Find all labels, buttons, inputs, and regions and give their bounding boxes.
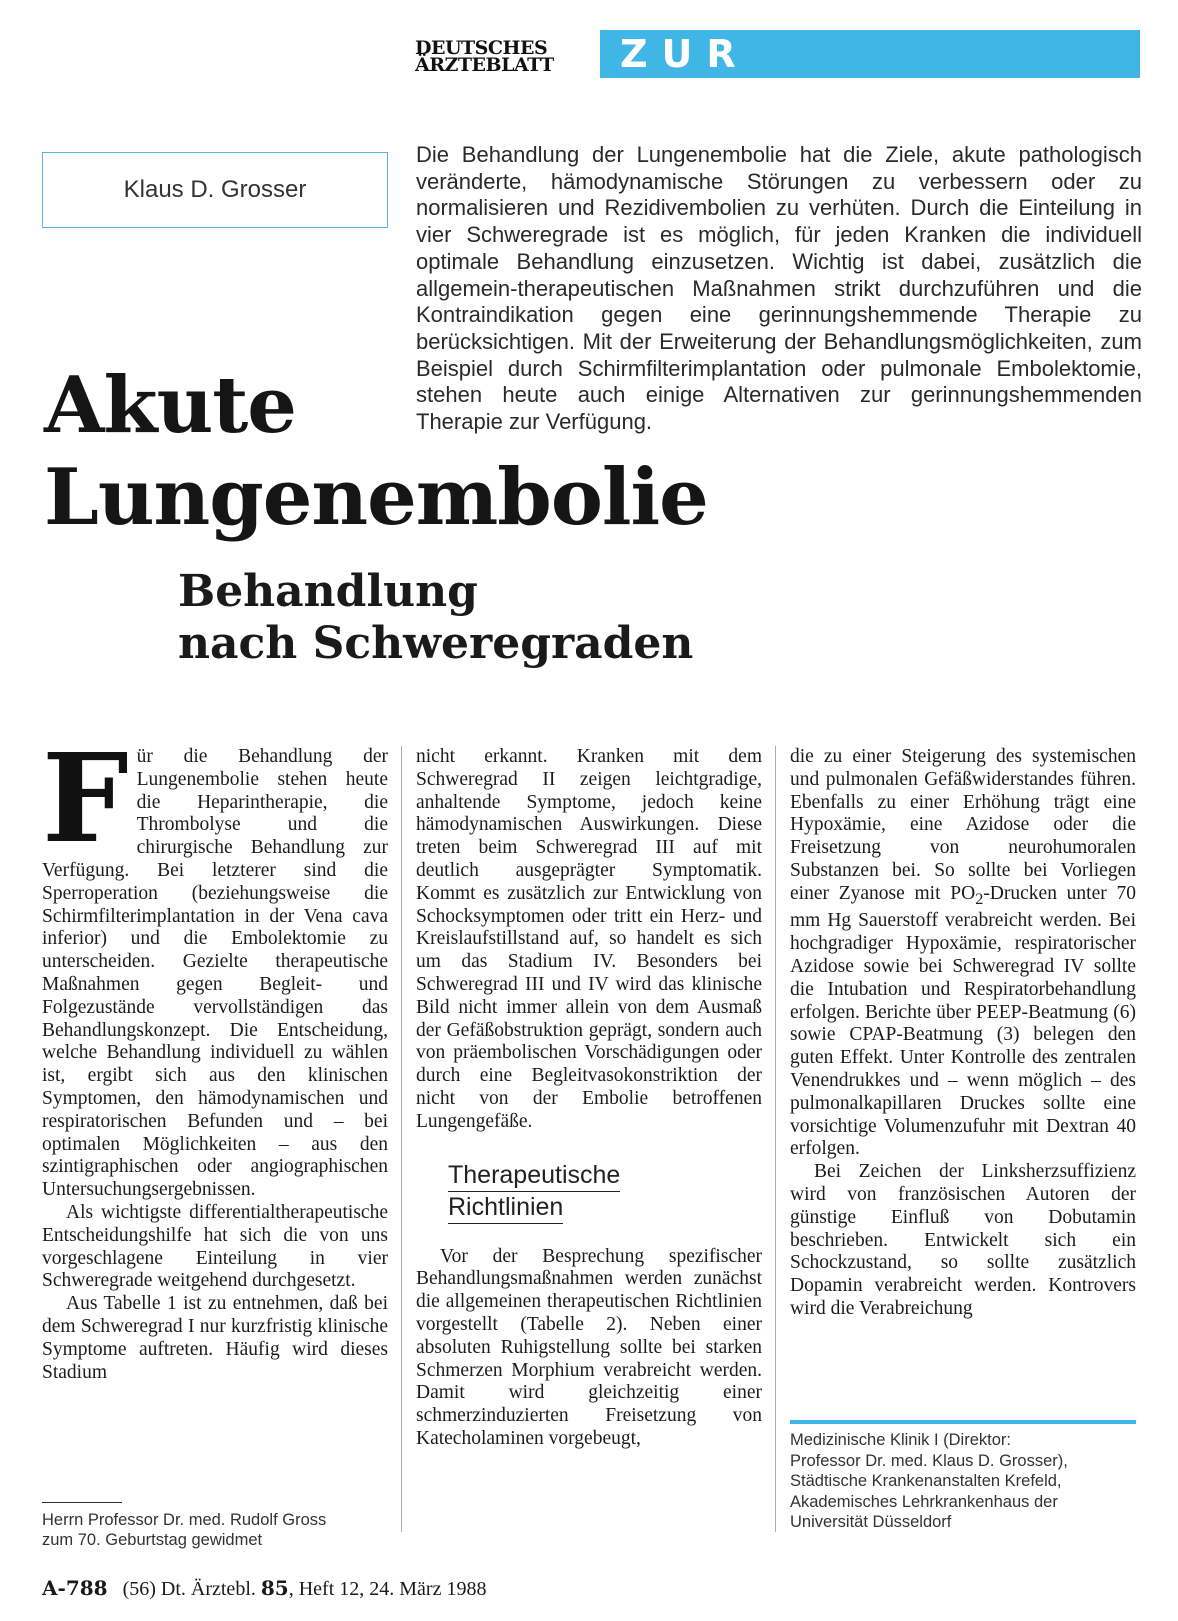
column-divider	[775, 746, 776, 1532]
page-number: A-788	[42, 1576, 108, 1600]
body-paragraph: Als wichtigste differentialtherapeutische Entscheidungshilfe hat sich die von uns vorgeschlagene Einteilung in vier Schweregrade weitgehend durchgesetzt.	[42, 1201, 388, 1292]
page-footer	[42, 1576, 486, 1601]
author-name: Klaus D. Grosser	[123, 176, 307, 203]
section-heading	[448, 1160, 620, 1224]
section-heading-line2: Richtlinien	[448, 1192, 563, 1224]
section-banner: ZUR FORTBILDUNG	[600, 30, 1140, 78]
body-paragraph	[790, 746, 1136, 1161]
affiliation-line3: Städtische Krankenanstalten Krefeld,	[790, 1472, 1062, 1490]
section-heading-line1: Therapeutische	[448, 1160, 620, 1192]
subtitle-line1: Behandlung	[178, 566, 478, 617]
affiliation-rule	[790, 1420, 1136, 1424]
affiliation-line4: Akademisches Lehrkrankenhaus der	[790, 1492, 1058, 1511]
body-paragraph	[42, 726, 388, 1202]
article-subtitle	[178, 566, 693, 670]
affiliation-line1: Medizinische Klinik I (Direktor:	[790, 1431, 1011, 1449]
journal-logo	[415, 37, 590, 76]
masthead	[415, 34, 590, 80]
drop-cap: F	[42, 726, 129, 870]
dedication-footnote	[42, 1510, 388, 1550]
body-paragraph: Vor der Besprechung spezifischer Behandlungsmaßnahmen werden zunächst die allgemeinen therapeutischen Richtlinien vorgestellt (Tabelle 2). Neben einer absoluten Ruhigstellung sollte bei starken Schmerzen Morphium verabreicht werden. Damit wird gleichzeitig einer schmerzinduzierten Freisetzung von Katecholaminen vorgebeugt,	[416, 1245, 762, 1449]
title-line1: Akute	[44, 360, 296, 451]
author-box	[42, 152, 388, 228]
journal-logo-line2: ÄRZTEBLATT	[415, 54, 554, 76]
paragraph-text: -Drucken unter 70 mm Hg Sauerstoff verabreicht werden. Bei hochgradiger Hypoxämie, respiratorischer Azidose sowie bei Schweregrad IV sollte die Intubation und Respiratorbehandlung erfolgen. Berichte über PEEP-Beatmung (6) sowie CPAP-Beatmung (3) belegen den guten Effekt. Unter Kontrolle des zentralen Venendrukkes und – wenn möglich – des pulmonalkapillaren Druckes sollte eine vorsichtige Volumenzufuhr mit Dextran 40 erfolgen.	[790, 882, 1136, 1160]
footnote-rule	[42, 1502, 122, 1503]
footnote-line1: Herrn Professor Dr. med. Rudolf Gross	[42, 1511, 327, 1529]
journal-logo-line1: DEUTSCHES	[415, 37, 548, 59]
affiliation-line5: Universität Düsseldorf	[790, 1513, 952, 1531]
body-paragraph: nicht erkannt. Kranken mit dem Schweregrad II zeigen leichtgradige, anhaltende Symptome, jedoch keine hämodynamischen Auswirkungen. Diese treten beim Schweregrad III auf mit deutlich ausgeprägter Symptomatik. Kommt es zusätzlich zur Entwicklung von Schocksymptomen oder tritt ein Herz- und Kreislaufstillstand auf, so handelt es sich um das Stadium IV. Besonders bei Schweregrad III und IV wird das klinische Bild nicht immer allein von dem Ausmaß der Gefäßobstruktion geprägt, sondern auch von präembolischen Vorschädigungen oder durch eine Begleitvasokonstriktion der nicht von der Embolie betroffenen Lungengefäße.	[416, 746, 762, 1132]
issue-date: , Heft 12, 24. März 1988	[288, 1578, 487, 1600]
volume-number: 85	[260, 1576, 289, 1600]
body-column-3	[790, 746, 1136, 1321]
title-line2: Lungenembolie	[44, 452, 708, 543]
body-column-2	[416, 746, 762, 1451]
subscript: 2	[975, 889, 984, 908]
footnote-line2: zum 70. Geburtstag gewidmet	[42, 1531, 263, 1549]
body-paragraph: Aus Tabelle 1 ist zu entnehmen, daß bei dem Schweregrad I nur kurzfristig klinische Symptome auftreten. Häufig wird dieses Stadium	[42, 1293, 388, 1383]
paragraph-text: die zu einer Steigerung des systemischen und pulmonalen Gefäßwiderstandes führen. Ebenfalls zu einer Erhöhung trägt eine Hypoxämie, eine Azidose oder die Freisetzung von neurohumoralen Substanzen bei. So sollte bei Vorliegen einer Zyanose mit PO	[790, 746, 1136, 904]
subtitle-line2: nach Schweregraden	[178, 618, 694, 669]
column-divider	[401, 746, 402, 1532]
article-title	[44, 360, 708, 544]
paragraph-text: ür die Behandlung der Lungenembolie stehen heute die Heparintherapie, die Thrombolyse und die chirurgische Behandlung zur Verfügung. Bei letzterer sind die Sperroperation (beziehungsweise die Schirmfilterimplantation in der Vena cava inferior) und die Embolektomie zu unterscheiden. Gezielte therapeutische Maßnahmen gegen Begleit- und Folgezustände vervollständigen das Behandlungskonzept. Die Entscheidung, welche Behandlung individuell zu wählen ist, ergibt sich aus den klinischen Symptomen, den hämodynamischen und respiratorischen Befunden und – bei optimalen Möglichkeiten – aus den szintigraphischen oder angiographischen Untersuchungsergebnissen.	[42, 746, 388, 1201]
affiliation-line2: Professor Dr. med. Klaus D. Grosser),	[790, 1451, 1068, 1470]
issue-ref: (56) Dt. Ärztebl.	[122, 1578, 256, 1600]
body-column-1	[42, 726, 388, 1384]
author-affiliation	[790, 1430, 1136, 1533]
body-paragraph: Bei Zeichen der Linksherzsuffizienz wird von französischen Autoren der günstige Einfluß von Dobutamin beschrieben. Entwickelt sich ein Schockzustand, so sollte zusätzlich Dopamin verabreicht werden. Kontrovers wird die Verabreichung	[790, 1161, 1136, 1320]
abstract: Die Behandlung der Lungenembolie hat die Ziele, akute pathologisch veränderte, hämodynamische Störungen zu verbessern oder zu normalisieren und Rezidivembolien zu verhüten. Durch die Einteilung in vier Schweregrade ist es möglich, für jeden Kranken die individuell optimale Behandlung einzusetzen. Wichtig ist dabei, zusätzlich die allgemein-therapeutischen Maßnahmen strikt durchzuführen und die Kontraindikation gegen eine gerinnungshemmende Therapie zu berücksichtigen. Mit der Erweiterung der Behandlungsmöglichkeiten, zum Beispiel durch Schirmfilterimplantation oder pulmonale Embolektomie, stehen heute auch einige Alternativen zur gerinnungshemmenden Therapie zur Verfügung.	[416, 142, 1142, 435]
